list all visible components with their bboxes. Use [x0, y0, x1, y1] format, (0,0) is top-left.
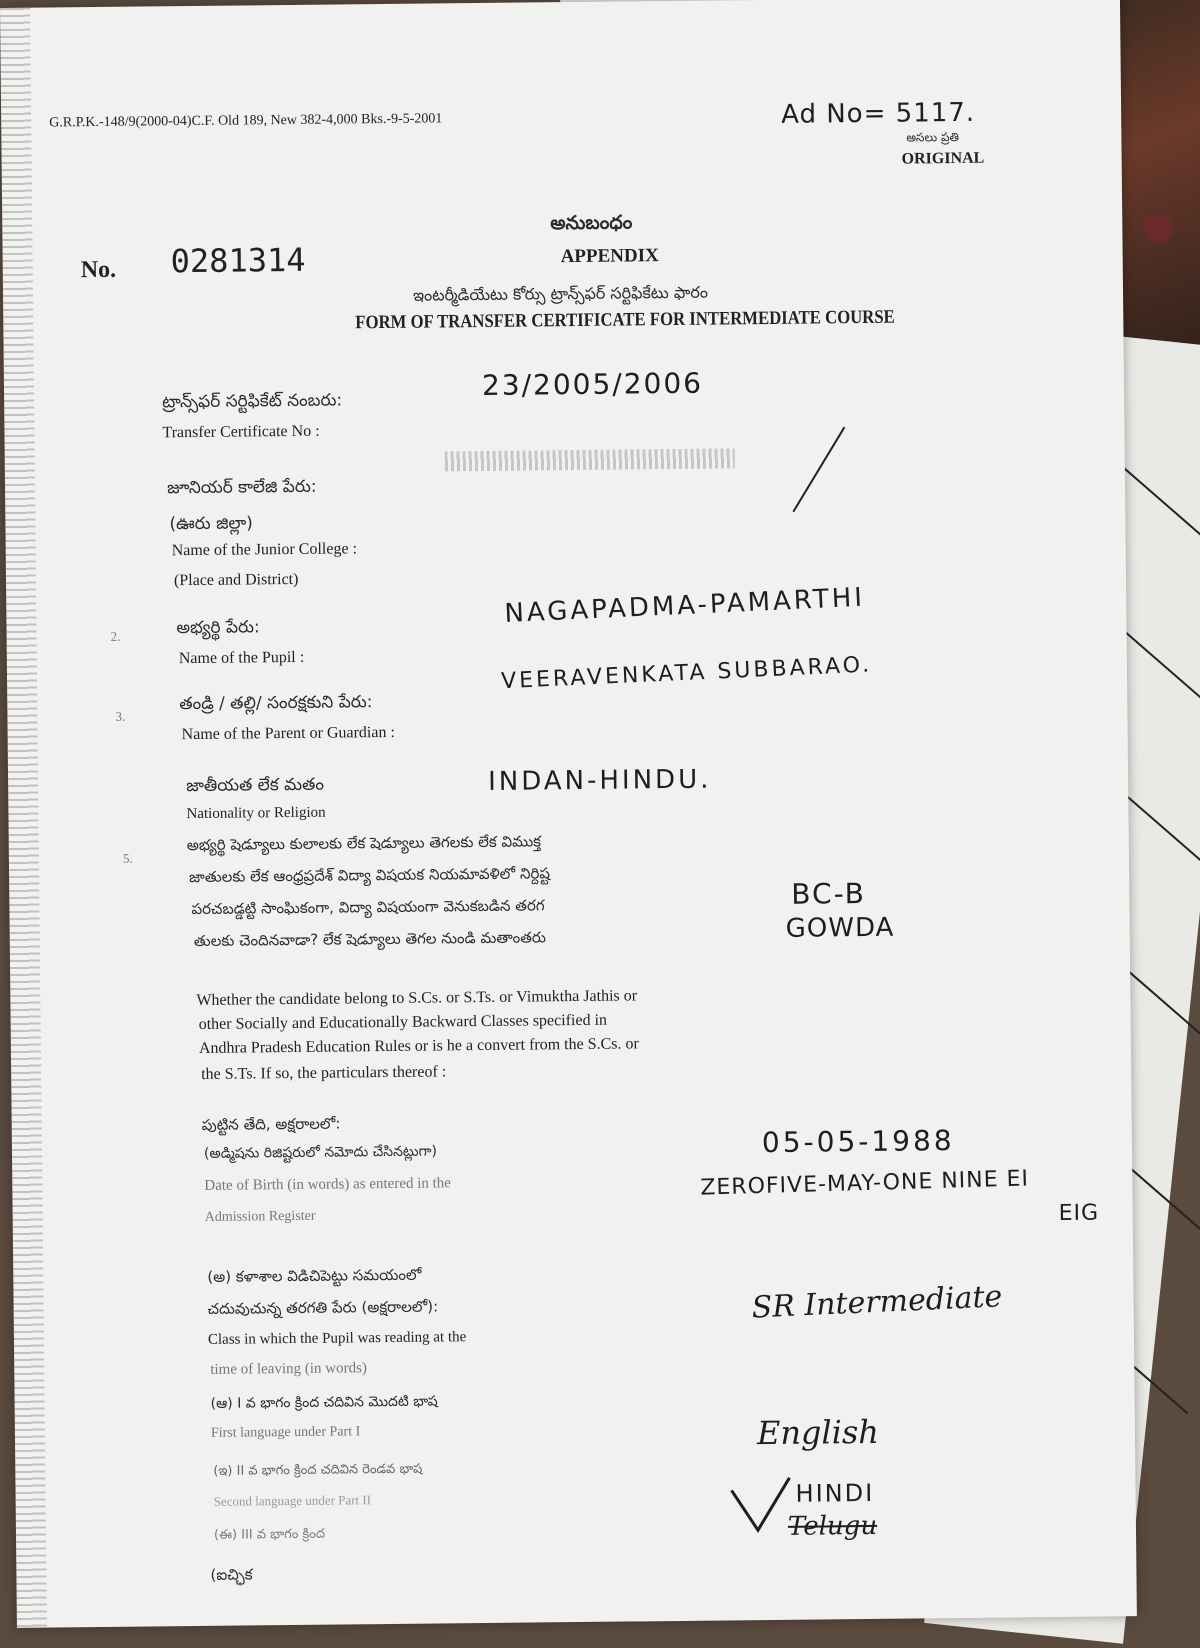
form-title: FORM OF TRANSFER CERTIFICATE FOR INTERMEDIATE COURSE	[355, 306, 895, 334]
college-label: Name of the Junior College :	[171, 540, 358, 560]
pupil-label-telugu: అభ్యర్థి పేరు:	[176, 617, 260, 639]
class-label-1: Class in which the Pupil was reading at the	[207, 1329, 467, 1348]
caste-question-1: Whether the candidate belong to S.Cs. or S.Ts. or Vimuktha Jathis or	[196, 987, 638, 1009]
caste-question-telugu-2: జాతులకు లేక ఆంధ్రప్రదేశ్ విద్యా విషయక నియమావళిలో నిర్దిష్ట	[189, 864, 551, 887]
second-language-value: HINDI	[795, 1478, 875, 1508]
dob-value-words-continued: EIG	[1058, 1200, 1100, 1226]
dob-label-2: Admission Register	[204, 1208, 316, 1225]
college-slash-mark	[784, 419, 855, 520]
college-place-label: (Place and District)	[173, 570, 299, 590]
class-label-2: time of leaving (in words)	[210, 1360, 367, 1378]
dob-value-figures: 05-05-1988	[761, 1124, 955, 1160]
first-language-label: First language under Part I	[210, 1424, 361, 1441]
first-language-label-telugu: (ఆ) I వ భాగం క్రింద చదివిన మొదటి భాష	[210, 1393, 438, 1412]
appendix-telugu: అనుబంధం	[550, 211, 633, 235]
class-label-telugu-1: (అ) కళాశాల విడిచిపెట్టు సమయంలో	[207, 1265, 422, 1286]
item-number-2: 2.	[110, 628, 121, 644]
form-title-telugu: ఇంటర్మీడియేటు కోర్సు ట్రాన్స్‌ఫర్ సర్టిఫికేటు ఫారం	[412, 282, 708, 305]
dob-note-telugu: (అడ్మిషను రిజిష్టరులో నమోదు చేసినట్లుగా)	[203, 1143, 437, 1162]
pupil-name-value: NAGAPADMA-PAMARTHI	[503, 582, 866, 630]
print-code: G.R.P.K.-148/9(2000-04)C.F. Old 189, New 382-4,000 Bks.-9-5-2001	[49, 111, 443, 131]
parent-label: Name of the Parent or Guardian :	[181, 723, 395, 744]
college-label-telugu: జూనియర్ కాలేజి పేరు:	[166, 476, 317, 499]
certificate-number: 0281314	[170, 240, 306, 281]
appendix-title: APPENDIX	[560, 245, 659, 268]
item-number-3: 3.	[115, 708, 126, 724]
caste-question-3: Andhra Pradesh Education Rules or is he a convert from the S.Cs. or	[198, 1035, 639, 1057]
tc-number-label-telugu: ట్రాన్స్‌ఫర్ సర్టిఫికేట్ నంబరు:	[162, 390, 343, 413]
parent-label-telugu: తండ్రి / తల్లి/ సంరక్షకుని పేరు:	[179, 692, 373, 715]
dob-value-words: ZEROFIVE-MAY-ONE NINE EI	[700, 1166, 1030, 1201]
admission-number: Ad No= 5117.	[781, 97, 976, 130]
caste-question-4: the S.Ts. If so, the particulars thereof :	[201, 1063, 447, 1083]
caste-value-category: BC-B	[791, 876, 867, 911]
nationality-value: INDAN-HINDU.	[487, 764, 712, 797]
nationality-label-telugu: జాతీయత లేక మతం	[186, 774, 324, 797]
second-language-label: Second language under Part II	[213, 1492, 372, 1509]
pupil-label: Name of the Pupil :	[178, 648, 305, 668]
parent-name-value: VEERAVENKATA SUBBARAO.	[500, 652, 873, 695]
number-label: No.	[80, 256, 117, 284]
caste-question-telugu-1: అభ్యర్థి షెడ్యూలు కులాలకు లేక షెడ్యూలు తెగలకు లేక విముక్త	[186, 832, 542, 855]
nationality-label: Nationality or Religion	[186, 804, 326, 823]
second-language-struck-value: Telugu	[787, 1510, 878, 1542]
dob-label-1: Date of Birth (in words) as entered in the	[204, 1175, 452, 1194]
item-number-5: 5.	[122, 850, 133, 866]
original-label-telugu: అసలు ప్రతి	[906, 129, 959, 145]
second-language-label-telugu: (ఇ) II వ భాగం క్రింద చదివిన రెండవ భాష	[213, 1461, 423, 1479]
college-stamp-blurred	[445, 448, 735, 471]
third-part-label-telugu: (ఈ) III వ భాగం క్రింద	[213, 1526, 326, 1543]
tick-mark	[727, 1470, 798, 1551]
caste-value-community: GOWDA	[785, 912, 895, 944]
optional-label-telugu: (ఐచ్ఛిక	[210, 1565, 253, 1584]
college-place-telugu: (ఊరు జిల్లా)	[169, 513, 253, 535]
original-label: ORIGINAL	[901, 149, 985, 168]
caste-question-telugu-3: పరచబడ్డట్టి సాంఘికంగా, విద్యా విషయంగా వెనుకబడిన తరగ	[191, 896, 545, 919]
caste-question-2: other Socially and Educationally Backward Classes specified in	[198, 1011, 608, 1033]
tc-number-value: 23/2005/2006	[481, 366, 704, 402]
tc-number-label: Transfer Certificate No :	[162, 422, 320, 442]
first-language-value: English	[756, 1412, 880, 1453]
dob-label-telugu: పుట్టిన తేది, అక్షరాలలో:	[201, 1114, 341, 1134]
caste-question-telugu-4: తులకు చెందినవాడా? లేక షెడ్యూలు తెగల నుండి మతాంతరు	[193, 928, 547, 951]
class-label-telugu-2: చదువుచున్న తరగతి పేరు (అక్షరాలలో):	[207, 1297, 439, 1318]
class-value: SR Intermediate	[750, 1279, 1003, 1326]
